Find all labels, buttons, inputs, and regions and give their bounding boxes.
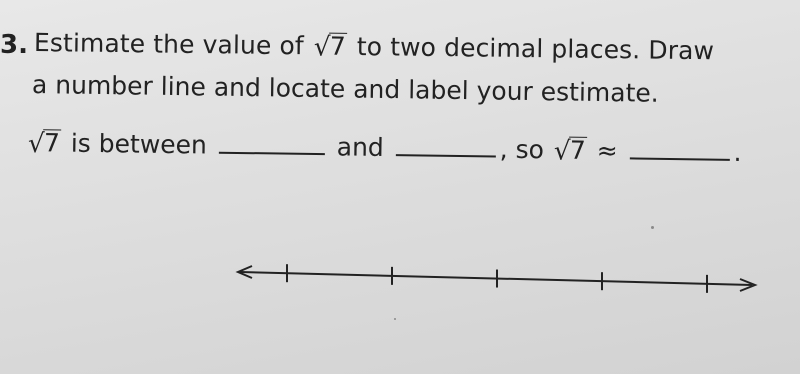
problem-number: 3. <box>0 30 28 60</box>
number-line-axis <box>240 272 752 285</box>
paper-speck <box>394 318 396 320</box>
estimate-blank[interactable] <box>630 139 730 160</box>
instruction-text-end: to two decimal places. Draw <box>356 31 715 66</box>
square-root-expression <box>313 31 347 63</box>
approx-symbol: ≈ <box>596 135 618 166</box>
between-text: is between <box>70 128 208 160</box>
radicand: 7 <box>329 31 346 61</box>
radicand: 7 <box>43 128 61 158</box>
problem-line-1 <box>34 28 714 65</box>
paper-speck <box>651 226 654 229</box>
radical-icon: √ <box>553 136 571 167</box>
square-root-expression <box>27 128 61 160</box>
radical-icon: √ <box>313 32 331 63</box>
lower-bound-blank[interactable] <box>219 134 325 155</box>
left-arrow-icon <box>238 266 252 278</box>
right-arrow-icon <box>740 279 755 291</box>
and-text: and <box>336 132 385 162</box>
upper-bound-blank[interactable] <box>396 136 496 157</box>
instruction-text-start: Estimate the value of <box>33 28 304 61</box>
problem-line-2: a number line and locate and label your estimate. <box>31 70 659 108</box>
number-line-ticks <box>287 264 707 293</box>
radical-icon: √ <box>27 129 45 160</box>
problem-line-3 <box>26 128 742 167</box>
so-text: , so <box>499 134 545 165</box>
period: . <box>733 137 742 167</box>
square-root-expression <box>553 135 587 167</box>
radicand: 7 <box>569 135 587 165</box>
